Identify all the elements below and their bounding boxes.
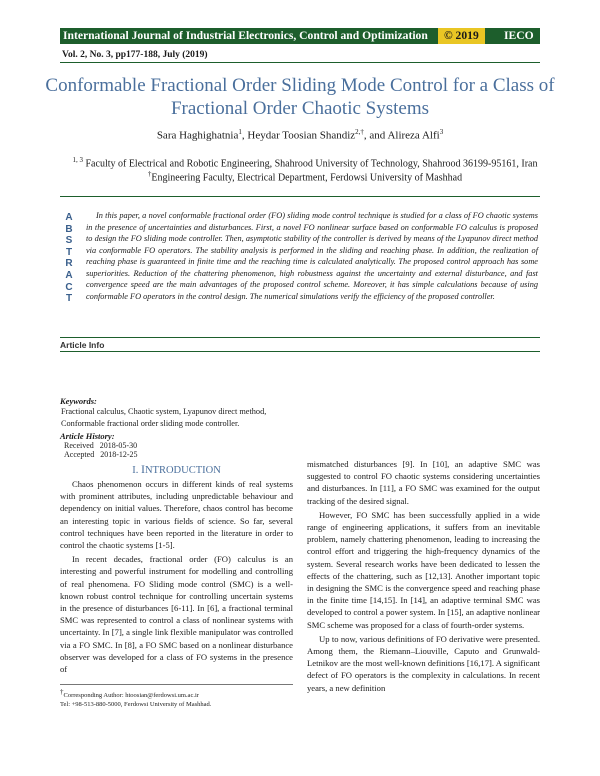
abstract-letter: T: [65, 293, 73, 305]
affiliation-2-text: Engineering Faculty, Electrical Department, Ferdowsi University of Mashhad: [151, 172, 463, 184]
affiliation-rule: [60, 196, 540, 197]
right-paragraph-2: However, FO SMC has been successfully applied in a wide range of engineering applications, it suffers from an inevitable problem, namely chattering phenomenon, leading to increasing the control effort and triggering the high-frequency dynamics of the system. Several research works have been dedicated to lessen the effects of the chattering, such as [12,13]. Another important topic in designing the SMC is the convergence speed and reaching phase in the finite time [14,15]. In [14], an adaptive terminal SMC was developed to control a power system. In [15], an adaptive nonlinear SMC scheme was proposed for a class of fourth-order systems.: [307, 509, 540, 630]
abstract-text: In this paper, a novel conformable fractional order (FO) sliding mode control technique is studied for a class of FO chaotic systems in the presence of uncertainties and disturbances. First, a novel FO nonlinear surface based on conformable FO calculus is proposed to design the FO sliding mode controller. Then, asymptotic stability of the controller is derived by means of the Lyapunov direct method via conformable FO operators. The stability analysis is performed in the sliding and reaching phase. In addition, the realization of reaching phase is guaranteed in finite time and the reaching time is calculated analytically. The proposed control approach has some superiorities. Reduction of the chattering phenomenon, high robustness against the uncertainty and external disturbance, and fast convergence speed are the main advantages of the proposed control scheme. Moreover, it has simple calculations because of using conformable FO operators in the control design. The numerical simulations verify the efficiency of the proposed controller.: [86, 211, 538, 301]
keywords-text: [61, 406, 361, 429]
abstract-vertical-label: [64, 212, 74, 305]
author-3: and Alireza Alfi: [369, 129, 440, 142]
article-info-rule: [60, 351, 540, 352]
right-paragraph-1: mismatched disturbances [9]. In [10], an adaptive SMC was suggested to control FO chaotic systems considering uncertainties and disturbances. In [11], a FO SMC was examined for the output tracking of the desired signal.: [307, 459, 540, 506]
abstract-letter: A: [65, 212, 73, 223]
left-paragraph-1: Chaos phenomenon occurs in different kinds of real systems with prominent attributes, including unpredictable behaviour and dependency on initial values. Therefore, chaos control has become an interesting topic in various fields of science. So far, several control techniques have been reported in the literature in order to control the chaotic systems [1-5].: [60, 479, 293, 551]
journal-abbreviation: IECO: [504, 29, 534, 42]
footnote: [60, 684, 293, 709]
abstract-letter: T: [65, 246, 73, 258]
affiliation-2-sup: †: [147, 170, 152, 178]
section-heading-introduction: [60, 462, 293, 477]
keywords-label: Keywords:: [60, 396, 97, 406]
journal-name: International Journal of Industrial Electronics, Control and Optimization: [63, 29, 428, 42]
title-line-2: Fractional Order Chaotic Systems: [170, 98, 430, 119]
section-title-first-letter: I: [140, 462, 145, 476]
article-info-heading: Article Info: [60, 340, 105, 350]
affiliation-1: [60, 156, 550, 169]
accepted-date: 2018-12-25: [100, 450, 138, 459]
title-line-1: Conformable Fractional Order Sliding Mode Control for a Class of: [45, 75, 555, 96]
paper-title: [40, 74, 560, 120]
abstract-letter: A: [65, 269, 73, 281]
accepted-label: Accepted: [64, 450, 95, 459]
right-paragraph-3: Up to now, various definitions of FO derivative were presented. Among them, the Riemann–Liouville, Caputo and Grunwald-Letnikov are the most well-known definitions [16,17]. A significant defect of FO operators is the complexity in calculations. In recent years, a new definition: [307, 633, 540, 693]
footnote-line-2: Tel: +98-513-880-5000, Ferdowsi University of Mashhad.: [60, 700, 212, 708]
accepted-row: [64, 450, 138, 459]
author-1-sup: 1: [238, 128, 242, 136]
received-row: [64, 441, 137, 450]
author-2: Heydar Toosian Shandiz: [247, 129, 356, 142]
header-rule: [60, 62, 540, 63]
author-2-sup: 2,†: [355, 128, 364, 136]
article-history-label: Article History:: [60, 431, 115, 441]
affiliation-1-sup: 1, 3: [72, 156, 83, 164]
author-3-sup: 3: [439, 128, 444, 136]
volume-line: Vol. 2, No. 3, pp177-188, July (2019): [62, 50, 208, 60]
abstract-rule: [60, 337, 540, 338]
footnote-email: Corresponding Author: htoosian@ferdowsi.um.ac.ir: [63, 692, 199, 700]
left-paragraph-2: In recent decades, fractional order (FO) calculus is an interesting and powerful instrument for modelling and controlling of real phenomena. FO Sliding mode control (SMC) is a well-known robust control technique for controlling uncertain systems in the presence of disturbances [6-11]. In [6], a fractional terminal SMC was represented to control a class of nonlinear systems with uncertainty. In [7], a single link flexible manipulator was controlled via a FO SMC. In [8], a FO SMC based on a nonlinear disturbance observer was developed for a class of FO systems in the presence of: [60, 554, 293, 675]
abstract-letter: C: [65, 281, 73, 293]
left-column: [60, 478, 293, 675]
affiliation-2: [60, 170, 550, 183]
abstract-letter: R: [65, 258, 73, 270]
author-1: Sara Haghighatnia: [156, 129, 239, 142]
section-number: I.: [132, 465, 139, 476]
authors-line: Sara Haghighatnia$^1$, Heydar Toosian Shandiz$^{2,\dagger}$, and Alireza Alfi$^3$: [156, 128, 444, 142]
received-date: 2018-05-30: [99, 441, 138, 450]
abstract-letter: S: [65, 235, 73, 247]
section-title-rest: NTRODUCTION: [144, 465, 221, 476]
keywords-line-2: Conformable fractional order sliding mode controller.: [61, 418, 240, 428]
footnote-line-1: [60, 688, 293, 701]
keywords-line-1: Fractional calculus, Chaotic system, Lyapunov direct method,: [61, 407, 267, 416]
right-column: [307, 458, 540, 694]
abstract-letter: B: [65, 223, 73, 235]
received-label: Received: [64, 441, 94, 450]
journal-header-bar: [60, 28, 540, 44]
affiliation-1-text: Faculty of Electrical and Robotic Engineering, Shahrood University of Technology, Shahrood 36199-95161, Iran: [85, 158, 538, 170]
footnote-sup: †: [60, 688, 64, 696]
journal-year-badge: © 2019: [438, 28, 485, 44]
